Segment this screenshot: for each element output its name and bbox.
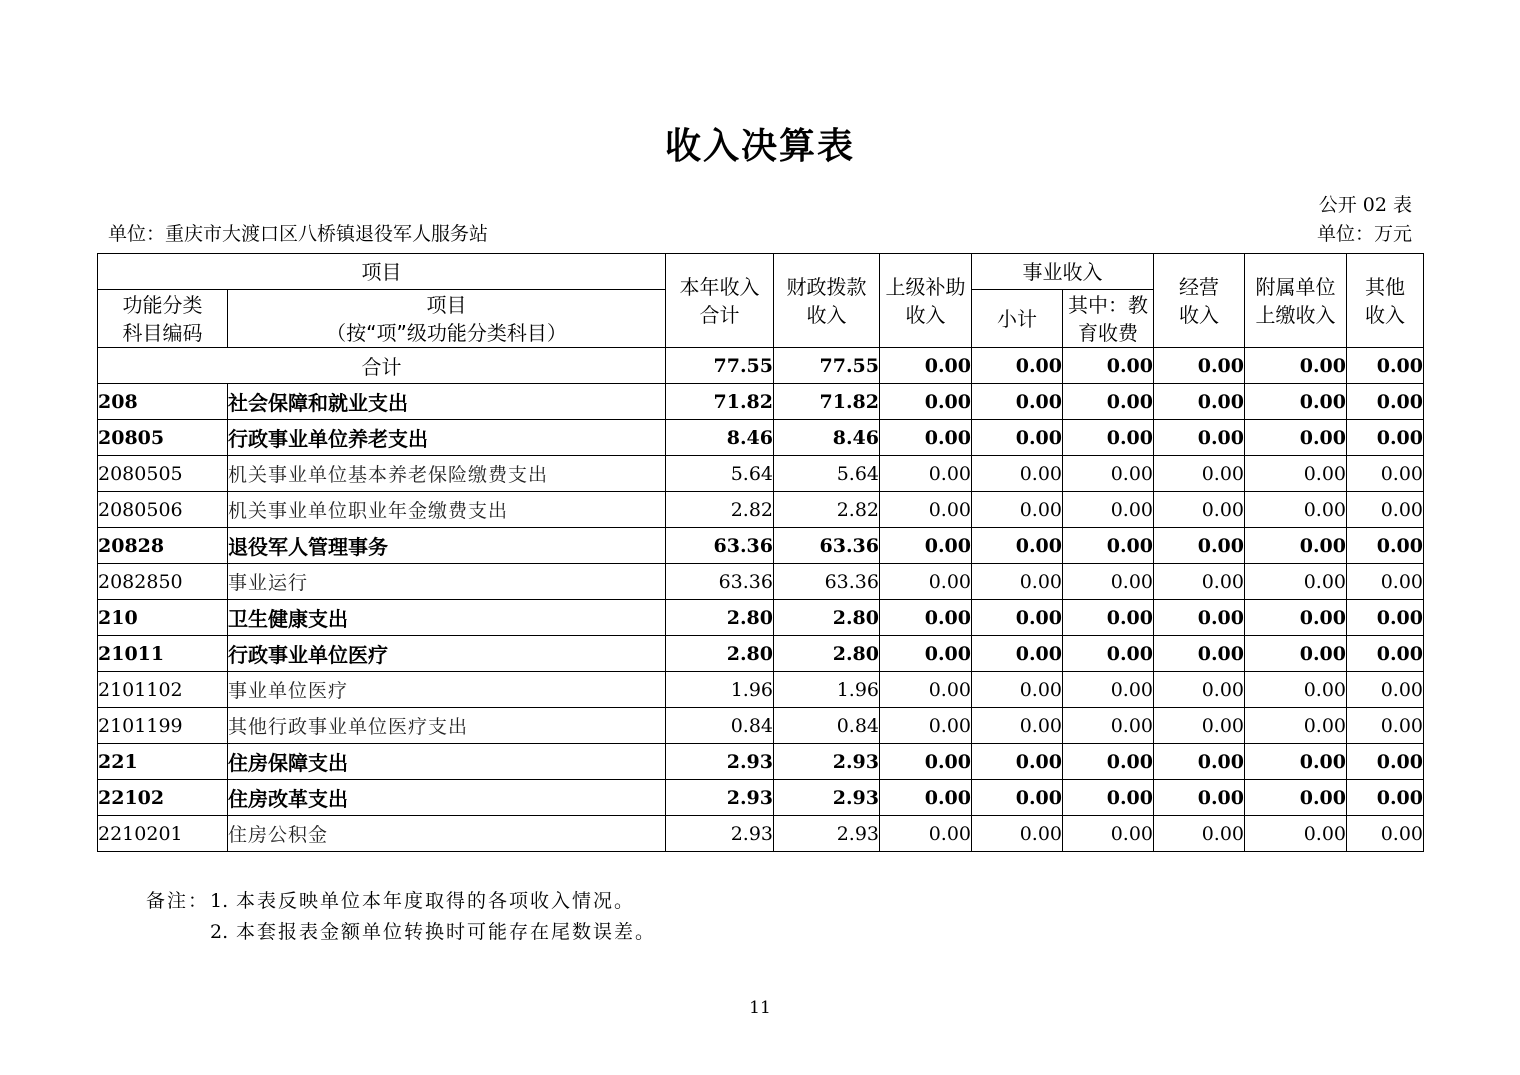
- row-value: 0.00: [1154, 600, 1245, 636]
- row-value: 0.00: [972, 816, 1063, 852]
- row-value: 63.36: [774, 564, 880, 600]
- row-value: 0.00: [880, 456, 972, 492]
- row-value: 0.00: [880, 528, 972, 564]
- table-row: [98, 420, 1424, 456]
- row-value: 0.00: [1154, 492, 1245, 528]
- note-text: 本套报表金额单位转换时可能存在尾数误差。: [236, 921, 657, 943]
- row-value: 0.00: [972, 672, 1063, 708]
- row-code: 2082850: [98, 564, 228, 600]
- note-item: [146, 886, 656, 917]
- row-name: 住房保障支出: [228, 744, 666, 780]
- row-value: 0.00: [1063, 636, 1154, 672]
- row-value: 0.00: [880, 708, 972, 744]
- header-code: 功能分类科目编码: [98, 290, 228, 348]
- row-value: 0.00: [880, 780, 972, 816]
- row-name: 住房公积金: [228, 816, 666, 852]
- row-name: 退役军人管理事务: [228, 528, 666, 564]
- row-value: 71.82: [666, 384, 774, 420]
- header-item-line1: 项目: [426, 292, 467, 317]
- row-value: 0.00: [1063, 600, 1154, 636]
- row-value: 0.00: [880, 384, 972, 420]
- table-row: [98, 564, 1424, 600]
- row-code: 22102: [98, 780, 228, 816]
- total-row: [98, 348, 1424, 384]
- row-value: 2.80: [666, 636, 774, 672]
- table-row: [98, 384, 1424, 420]
- reporting-unit: 单位：重庆市大渡口区八桥镇退役军人服务站: [108, 223, 489, 245]
- total-value: 0.00: [1154, 348, 1245, 384]
- row-value: 0.00: [1347, 744, 1424, 780]
- row-value: 71.82: [774, 384, 880, 420]
- table-row: [98, 528, 1424, 564]
- row-value: 0.00: [880, 744, 972, 780]
- row-value: 0.00: [1245, 600, 1347, 636]
- note-text: 本表反映单位本年度取得的各项收入情况。: [236, 890, 636, 912]
- row-code: 21011: [98, 636, 228, 672]
- row-value: 0.00: [1245, 636, 1347, 672]
- row-code: 2101199: [98, 708, 228, 744]
- row-value: 0.00: [1063, 744, 1154, 780]
- header-business: 事业收入: [972, 254, 1154, 290]
- note-item: [146, 917, 656, 948]
- row-value: 0.00: [1063, 672, 1154, 708]
- page-title: 收入决算表: [664, 126, 855, 167]
- row-value: 0.00: [972, 384, 1063, 420]
- row-value: 0.00: [880, 672, 972, 708]
- total-value: 0.00: [880, 348, 972, 384]
- row-value: 0.00: [972, 744, 1063, 780]
- row-value: 0.00: [880, 600, 972, 636]
- row-value: 2.93: [774, 816, 880, 852]
- row-value: 0.00: [880, 564, 972, 600]
- row-value: 0.00: [1063, 456, 1154, 492]
- total-value: 77.55: [774, 348, 880, 384]
- row-value: 0.00: [1154, 420, 1245, 456]
- row-code: 221: [98, 744, 228, 780]
- row-value: 0.00: [1245, 384, 1347, 420]
- row-value: 0.00: [972, 528, 1063, 564]
- row-code: 2080506: [98, 492, 228, 528]
- row-value: 0.00: [1063, 420, 1154, 456]
- row-value: 0.00: [1063, 528, 1154, 564]
- table-row: [98, 636, 1424, 672]
- table-row: [98, 708, 1424, 744]
- row-value: 0.00: [1154, 384, 1245, 420]
- header-fiscal: 财政拨款收入: [774, 254, 880, 348]
- row-value: 0.00: [1347, 492, 1424, 528]
- total-value: 77.55: [666, 348, 774, 384]
- row-value: 0.00: [1063, 780, 1154, 816]
- header-item: [228, 290, 666, 348]
- header-total-income: 本年收入合计: [666, 254, 774, 348]
- row-value: 2.93: [774, 780, 880, 816]
- row-value: 2.93: [666, 780, 774, 816]
- row-value: 0.00: [1154, 708, 1245, 744]
- row-code: 208: [98, 384, 228, 420]
- table-row: [98, 780, 1424, 816]
- row-value: 0.00: [1154, 672, 1245, 708]
- row-name: 行政事业单位养老支出: [228, 420, 666, 456]
- page-number: 11: [749, 998, 771, 1018]
- row-name: 机关事业单位基本养老保险缴费支出: [228, 456, 666, 492]
- row-value: 0.00: [1245, 744, 1347, 780]
- table-row: [98, 672, 1424, 708]
- total-value: 0.00: [972, 348, 1063, 384]
- note-number: 2.: [210, 921, 229, 943]
- header-subtotal: 小计: [972, 290, 1063, 348]
- row-value: 0.00: [972, 600, 1063, 636]
- row-value: 0.00: [1347, 600, 1424, 636]
- notes-label: 备注：: [146, 890, 210, 912]
- row-value: 0.00: [1063, 492, 1154, 528]
- row-value: 0.00: [1154, 564, 1245, 600]
- row-value: 63.36: [774, 528, 880, 564]
- row-value: 0.00: [1154, 744, 1245, 780]
- total-label: 合计: [98, 348, 666, 384]
- row-value: 5.64: [774, 456, 880, 492]
- row-name: 事业运行: [228, 564, 666, 600]
- total-value: 0.00: [1063, 348, 1154, 384]
- row-code: 2101102: [98, 672, 228, 708]
- row-code: 20805: [98, 420, 228, 456]
- row-value: 0.00: [1347, 636, 1424, 672]
- row-value: 0.00: [1063, 708, 1154, 744]
- table-row: [98, 816, 1424, 852]
- row-value: 0.84: [774, 708, 880, 744]
- row-value: 63.36: [666, 528, 774, 564]
- row-value: 0.00: [1347, 672, 1424, 708]
- row-code: 2080505: [98, 456, 228, 492]
- row-value: 0.00: [1245, 492, 1347, 528]
- row-value: 0.00: [972, 636, 1063, 672]
- row-name: 住房改革支出: [228, 780, 666, 816]
- row-value: 0.00: [972, 492, 1063, 528]
- row-value: 0.84: [666, 708, 774, 744]
- header-item-line2: （按“项”级功能分类科目）: [326, 320, 567, 345]
- row-value: 5.64: [666, 456, 774, 492]
- row-value: 0.00: [1154, 816, 1245, 852]
- row-value: 2.80: [774, 636, 880, 672]
- row-value: 0.00: [1063, 816, 1154, 852]
- row-value: 0.00: [1063, 564, 1154, 600]
- row-value: 2.93: [666, 744, 774, 780]
- row-value: 0.00: [1063, 384, 1154, 420]
- row-name: 其他行政事业单位医疗支出: [228, 708, 666, 744]
- table-row: [98, 744, 1424, 780]
- row-code: 2210201: [98, 816, 228, 852]
- note-number: 1.: [210, 890, 229, 912]
- row-value: 0.00: [1347, 708, 1424, 744]
- row-value: 2.80: [666, 600, 774, 636]
- row-value: 0.00: [880, 420, 972, 456]
- row-value: 0.00: [1245, 780, 1347, 816]
- row-value: 0.00: [1245, 708, 1347, 744]
- row-value: 0.00: [1154, 456, 1245, 492]
- notes: [146, 886, 656, 948]
- row-code: 20828: [98, 528, 228, 564]
- row-value: 0.00: [1347, 780, 1424, 816]
- row-value: 0.00: [1154, 636, 1245, 672]
- income-table: [97, 253, 1424, 852]
- row-value: 0.00: [1245, 672, 1347, 708]
- row-value: 0.00: [1347, 816, 1424, 852]
- header-operating: 经营收入: [1154, 254, 1245, 348]
- header-other: 其他收入: [1347, 254, 1424, 348]
- row-value: 2.93: [666, 816, 774, 852]
- header-superior: 上级补助收入: [880, 254, 972, 348]
- row-value: 0.00: [1245, 564, 1347, 600]
- row-value: 8.46: [774, 420, 880, 456]
- row-value: 2.82: [774, 492, 880, 528]
- row-name: 事业单位医疗: [228, 672, 666, 708]
- row-value: 0.00: [1347, 420, 1424, 456]
- row-value: 63.36: [666, 564, 774, 600]
- currency-unit: 单位：万元: [1316, 223, 1412, 245]
- row-value: 0.00: [1245, 816, 1347, 852]
- header-project: 项目: [98, 254, 666, 290]
- row-name: 社会保障和就业支出: [228, 384, 666, 420]
- row-value: 0.00: [880, 492, 972, 528]
- row-name: 机关事业单位职业年金缴费支出: [228, 492, 666, 528]
- row-value: 0.00: [1347, 564, 1424, 600]
- row-value: 2.80: [774, 600, 880, 636]
- row-name: 卫生健康支出: [228, 600, 666, 636]
- row-value: 0.00: [1154, 780, 1245, 816]
- header-affiliated: 附属单位上缴收入: [1245, 254, 1347, 348]
- header-edu-fee: 其中：教育收费: [1063, 290, 1154, 348]
- row-name: 行政事业单位医疗: [228, 636, 666, 672]
- row-value: 0.00: [972, 456, 1063, 492]
- row-value: 0.00: [1245, 420, 1347, 456]
- row-value: 2.93: [774, 744, 880, 780]
- row-value: 0.00: [1347, 456, 1424, 492]
- table-row: [98, 492, 1424, 528]
- row-value: 1.96: [774, 672, 880, 708]
- row-value: 0.00: [972, 708, 1063, 744]
- row-value: 0.00: [1154, 528, 1245, 564]
- table-row: [98, 456, 1424, 492]
- row-value: 0.00: [972, 564, 1063, 600]
- row-value: 0.00: [1347, 384, 1424, 420]
- row-value: 0.00: [880, 636, 972, 672]
- row-value: 0.00: [1245, 456, 1347, 492]
- total-value: 0.00: [1347, 348, 1424, 384]
- row-value: 0.00: [1245, 528, 1347, 564]
- row-value: 0.00: [972, 780, 1063, 816]
- table-number: 公开 02 表: [1318, 194, 1412, 216]
- row-value: 0.00: [972, 420, 1063, 456]
- row-value: 2.82: [666, 492, 774, 528]
- total-value: 0.00: [1245, 348, 1347, 384]
- row-value: 8.46: [666, 420, 774, 456]
- row-value: 0.00: [1347, 528, 1424, 564]
- row-code: 210: [98, 600, 228, 636]
- table-row: [98, 600, 1424, 636]
- row-value: 1.96: [666, 672, 774, 708]
- row-value: 0.00: [880, 816, 972, 852]
